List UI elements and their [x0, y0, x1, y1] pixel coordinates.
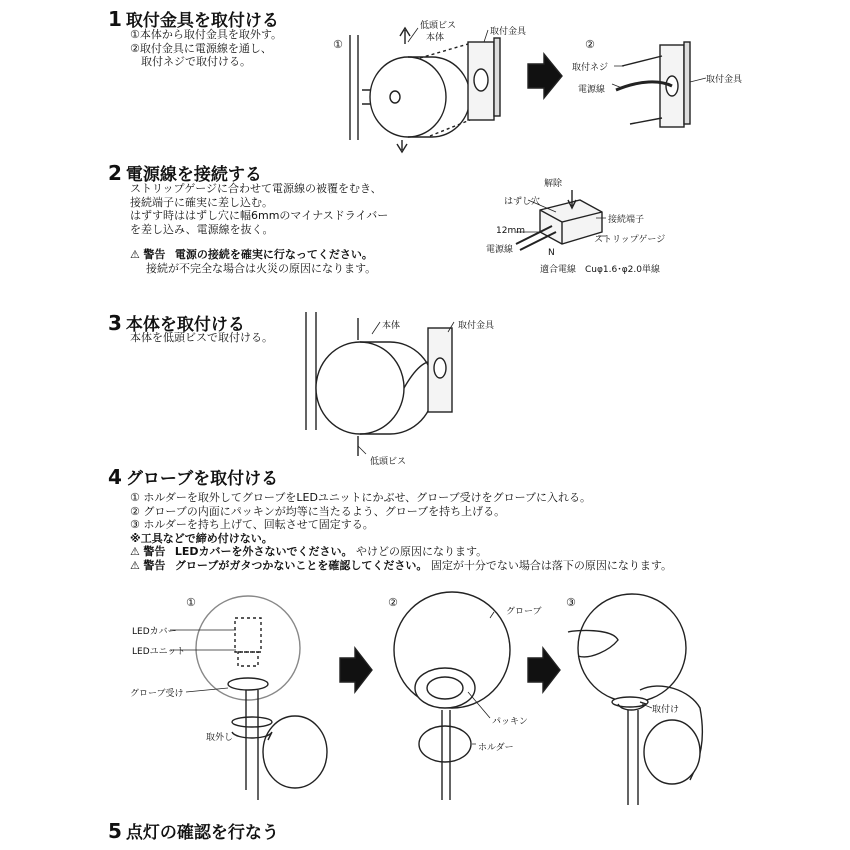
- next-arrow: [528, 54, 562, 98]
- holder: [419, 726, 471, 762]
- label-low-head-screw: 低頭ビス: [370, 457, 407, 467]
- section-4-line: ③ ホルダーを持ち上げて、回転させて固定する。: [130, 518, 374, 531]
- label-led-cover: LEDカバー: [132, 627, 177, 637]
- globe-receiver: [228, 678, 268, 690]
- label-terminal: 接続端子: [608, 215, 645, 225]
- upper-hand: [568, 630, 618, 656]
- warning-bold: グローブがガタつかないことを確認してください。: [174, 558, 428, 572]
- section-2-text: [130, 182, 388, 236]
- packing: [415, 668, 475, 708]
- label-power-wire: 電源線: [578, 85, 606, 95]
- bracket-edge: [494, 38, 500, 116]
- next-arrow: [528, 648, 560, 692]
- holder: [612, 697, 648, 707]
- fig-marker: ①: [333, 38, 343, 51]
- section-3-title: 本体を取付ける: [125, 315, 245, 335]
- label-attach: 取付け: [652, 705, 680, 715]
- section-4-warning-1: [130, 545, 672, 559]
- body-cylinder: [263, 716, 327, 788]
- section-2-number: 2: [108, 161, 122, 185]
- warning-bold: 電源の接続を確実に行なってください。: [174, 248, 373, 261]
- fig-marker: ③: [566, 596, 576, 609]
- section-5-number: 5: [108, 819, 122, 843]
- section-1-number: 1: [108, 7, 122, 31]
- section-1-line: ②取付金具に電源線を通し、: [130, 41, 272, 55]
- label-wire-spec: 適合電線 Cuφ1.6･φ2.0単線: [540, 265, 660, 275]
- pole: [246, 690, 258, 800]
- fig-marker: ①: [186, 596, 196, 609]
- bracket-hole: [434, 358, 446, 378]
- label-led-unit: LEDユニット: [132, 647, 186, 657]
- section-4-text: [130, 491, 672, 572]
- section-4-heading: [108, 464, 278, 489]
- section-4-warning-2: [130, 559, 672, 573]
- section-2-line: ストリップゲージに合わせて電源線の被覆をむき、: [130, 182, 382, 195]
- body-cylinder: [370, 57, 446, 137]
- globe: [578, 594, 686, 702]
- warning-icon: ⚠: [130, 248, 140, 261]
- label-release: 解除: [544, 179, 563, 189]
- section-5-heading: [108, 818, 279, 843]
- label-body: 本体: [382, 321, 401, 331]
- bracket-edge: [684, 42, 690, 124]
- label-strip-gauge: ストリップゲージ: [594, 235, 666, 245]
- label-bracket: 取付金具: [490, 27, 527, 37]
- section-2-line: はずす時ははずし穴に幅6mmのマイナスドライバー: [130, 209, 389, 222]
- label-body: 本体: [426, 33, 445, 43]
- section-2-line: 接続端子に確実に差し込む。: [130, 195, 273, 209]
- led-cover: [235, 618, 261, 652]
- warning-bold: LEDカバーを外さないでください。: [174, 545, 353, 558]
- label-12mm: 12mm: [496, 226, 525, 236]
- section-5-title: 点灯の確認を行なう: [125, 823, 279, 843]
- fig-marker: ②: [388, 596, 398, 609]
- section-2-line: を差し込み、電源線を抜く。: [130, 222, 274, 236]
- section-1-line: ①本体から取付金具を取外す。: [130, 28, 282, 41]
- warning-label: 警告: [143, 248, 166, 261]
- label-holder: ホルダー: [478, 743, 514, 753]
- section-4-title: グローブを取付ける: [125, 469, 279, 489]
- next-arrow: [340, 648, 372, 692]
- label-remove: 取外し: [206, 733, 234, 743]
- section-4-number: 4: [108, 465, 122, 489]
- fig-marker: ②: [585, 38, 595, 51]
- label-globe-receiver: グローブ受け: [130, 689, 184, 699]
- section-4-note: ※工具などで締め付けない。: [130, 531, 273, 545]
- down-arrow: [397, 140, 407, 152]
- label-packing: パッキン: [492, 717, 528, 727]
- section-4-line: ② グローブの内面にパッキンが均等に当たるよう、グローブを持ち上げる。: [130, 504, 506, 518]
- section-1-title: 取付金具を取付ける: [125, 11, 279, 31]
- warning-label: 警告: [143, 558, 166, 572]
- label-globe: グローブ: [506, 607, 542, 617]
- warning-icon: ⚠: [130, 558, 140, 572]
- section-3-line: 本体を低頭ビスで取付ける。: [130, 331, 273, 344]
- section-1-line: 取付ネジで取付ける。: [130, 55, 251, 68]
- mount-screw: [622, 56, 662, 124]
- warning-text: やけどの原因になります。: [356, 545, 488, 558]
- label-low-head-screw: 低頭ビス: [420, 21, 457, 31]
- section-3-number: 3: [108, 311, 122, 335]
- label-bracket: 取付金具: [706, 75, 743, 85]
- label-mount-screw: 取付ネジ: [572, 63, 609, 73]
- body-cylinder: [644, 720, 700, 784]
- section-2-warning: [130, 248, 373, 262]
- warning-icon: ⚠: [130, 545, 140, 558]
- label-power-wire: 電源線: [486, 245, 514, 255]
- bracket-hole: [474, 69, 488, 91]
- holder: [232, 717, 272, 727]
- label-n: N: [548, 248, 555, 258]
- pole: [628, 710, 638, 805]
- warning-label: 警告: [143, 545, 166, 558]
- body-cylinder: [316, 342, 404, 434]
- warning-text: 固定が十分でない場合は落下の原因になります。: [430, 558, 672, 572]
- warning-text: 接続が不完全な場合は火災の原因になります。: [146, 262, 377, 275]
- led-unit: [238, 652, 258, 666]
- section-2-title: 電源線を接続する: [125, 165, 262, 185]
- label-bracket: 取付金具: [458, 321, 495, 331]
- section-4-line: ① ホルダーを取外してグローブをLEDユニットにかぶせ、グローブ受けをグローブに入れる。: [130, 491, 592, 504]
- label-release-hole: はずし穴: [504, 197, 541, 207]
